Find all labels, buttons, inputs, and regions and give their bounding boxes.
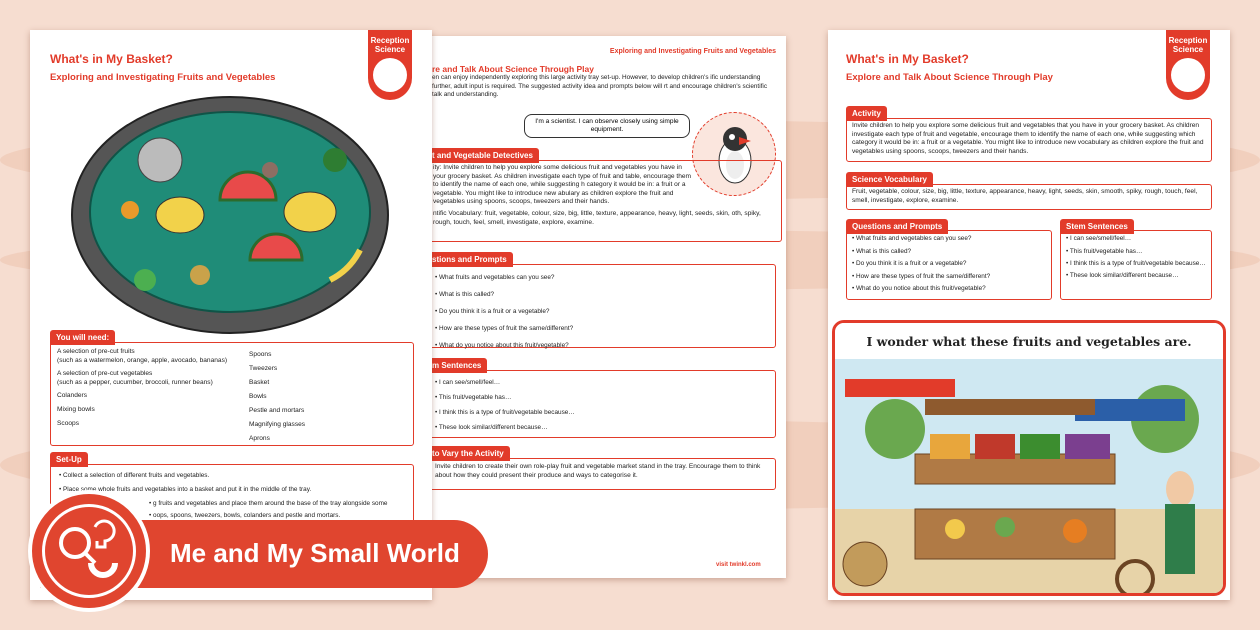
vocab-text: Fruit, vegetable, colour, size, big, little, texture, appearance, heavy, light, seeds, skin, smooth, spiky, rough, touch, feel, smell, investigate, explore, examine. [852,188,1198,204]
page-title: What's in My Basket? [50,52,173,66]
activity-heading: Activity [846,106,887,121]
setup-heading: Set-Up [50,452,88,467]
need-item: Magnifying glasses [249,421,306,428]
need-item: A selection of pre-cut fruits [57,348,135,355]
badge-label: Reception Science [370,36,410,54]
activity-tray-illustration [70,90,390,340]
stems-list [435,375,767,435]
logo-ring [42,504,136,598]
need-item: Bowls [249,393,267,400]
you-will-need-box [50,342,414,446]
detectives-heading: t and Vegetable Detectives [426,148,539,163]
list-item: • Do you think it is a fruit or a vegetable? [435,303,767,320]
need-item: (such as a pepper, cucumber, broccoli, runner beans) [57,378,213,386]
list-item: • These look similar/different because… [435,420,767,435]
questions-list [435,269,767,354]
need-item: Basket [249,379,270,386]
market-scene-frame [832,320,1226,596]
need-item: A selection of pre-cut vegetables [57,370,153,378]
reception-science-badge [1166,30,1210,100]
activity-box [846,118,1212,162]
detectives-text: ity: Invite children to help you explore some delicious fruit and vegetables you have in your grocery basket. As children investigate each type of fruit and table, encourage them to identify the name of each one, while suggesting h category it would be in: a fruit or a vegetable. You might like to introduce new abulary as children explore the fruit and vegetables using spoons, scoops, tweezers and their hands. [433,164,692,206]
list-item: • How are these types of fruit the same/different? [852,271,1046,284]
wonder-caption: I wonder what these fruits and vegetables are. [835,323,1223,361]
worksheet-page-2 [420,36,786,578]
list-item: • These look similar/different because… [1066,270,1206,282]
list-item: • Collect a selection of different fruits and vegetables. [59,469,405,483]
worksheet-page-3 [828,30,1230,600]
need-item: Tweezers [249,365,278,372]
vary-text: Invite children to create their own role-play fruit and vegetable market stand in the tray. Encourage them to think about how they could present their produce and ways to categorise it. [435,463,761,479]
list-item: • How are these types of fruit the same/different? [435,320,767,337]
list-item: • oops, spoons, tweezers, bowls, colanders and pestle and mortars. [59,511,405,521]
need-item: Mixing bowls [57,405,95,413]
need-item: Scoops [57,419,79,427]
detectives-box [426,160,782,242]
page2-header: Exploring and Investigating Fruits and Vegetables [609,48,776,55]
stems-box [1060,230,1212,300]
stems-heading: m Sentences [426,358,487,373]
questions-heading: stions and Prompts [426,252,513,267]
need-item: (such as a watermelon, orange, apple, avocado, bananas) [57,356,228,364]
vocab-box [846,184,1212,210]
questions-heading: Questions and Prompts [846,219,948,234]
page-title: What's in My Basket? [846,52,969,66]
stems-box [426,370,776,438]
vocab-text: ntific Vocabulary: fruit, vegetable, colour, size, big, little, texture, appearance, heavy, light, seeds, skin, oth, spiky, rough, touch, feel, smell, investigate, explore, examine. [433,209,761,226]
speech-bubble [524,114,690,138]
list-item: • What is this called? [435,286,767,303]
banner-title: Me and My Small World [170,538,460,568]
vary-box [426,458,776,490]
list-item: • What fruits and vegetables can you see? [435,269,767,286]
badge-label: Reception Science [1168,36,1208,54]
market-stall-illustration [835,359,1226,596]
list-item: • This fruit/vegetable has… [1066,246,1206,259]
science-logo-icon [28,490,150,612]
list-item: • Place some whole fruits and vegetables into a basket and put it in the middle of the tray. [59,483,405,497]
vocab-heading: Science Vocabulary [846,172,933,187]
list-item: • This fruit/vegetable has… [435,390,767,405]
speech-text: I'm a scientist. I can observe closely using simple equipment. [535,118,679,133]
page-subtitle: Exploring and Investigating Fruits and Vegetables [50,72,276,83]
page-subtitle: Explore and Talk About Science Through Play [846,72,1053,83]
list-item: • I can see/smell/feel… [1066,233,1206,246]
list-item: • What fruits and vegetables can you see? [852,233,1046,246]
need-item: Spoons [249,351,272,358]
magnet-bulb-icon [1171,58,1205,92]
list-item: • Do you think it is a fruit or a vegetable? [852,258,1046,271]
need-item: Pestle and mortars [249,407,305,414]
list-item: • I think this is a type of fruit/vegetable because… [435,405,767,420]
need-item: Colanders [57,392,88,400]
vary-heading: to Vary the Activity [426,446,510,461]
questions-box [426,264,776,348]
need-item: Aprons [249,435,270,442]
list-item: • What is this called? [852,246,1046,259]
list-item: • I can see/smell/feel… [435,375,767,390]
list-item: • g fruits and vegetables and place them around the base of the tray alongside some [59,497,405,511]
questions-box [846,230,1052,300]
magnet-bulb-icon [373,58,407,92]
stems-heading: Stem Sentences [1060,219,1134,234]
activity-text: Invite children to help you explore some delicious fruit and vegetables that you have in your grocery basket. As children investigate each type of fruit and vegetable, encourage them to identify the name of each one, while suggesting which category it would be in: a fruit or a vegetable. You might like to introduce new vocabulary as children explore the fruit and vegetables using spoons, scoops, tweezers and their hands. [852,122,1204,155]
page2-intro: en can enjoy independently exploring this large activity tray set-up. However, to develop children's ific understanding further, adult input is required. The suggested activity idea and prompts below will rt and encourage children's scientific talk and understanding. [432,74,768,98]
page2-title: re and Talk About Science Through Play [432,64,595,74]
list-item: • What do you notice about this fruit/vegetable? [852,283,1046,296]
you-will-need-heading: You will need: [50,330,115,345]
list-item: • I think this is a type of fruit/vegetable because… [1066,258,1206,270]
footer-link[interactable]: visit twinkl.com [716,562,761,568]
list-item: • What do you notice about this fruit/vegetable? [435,337,767,354]
